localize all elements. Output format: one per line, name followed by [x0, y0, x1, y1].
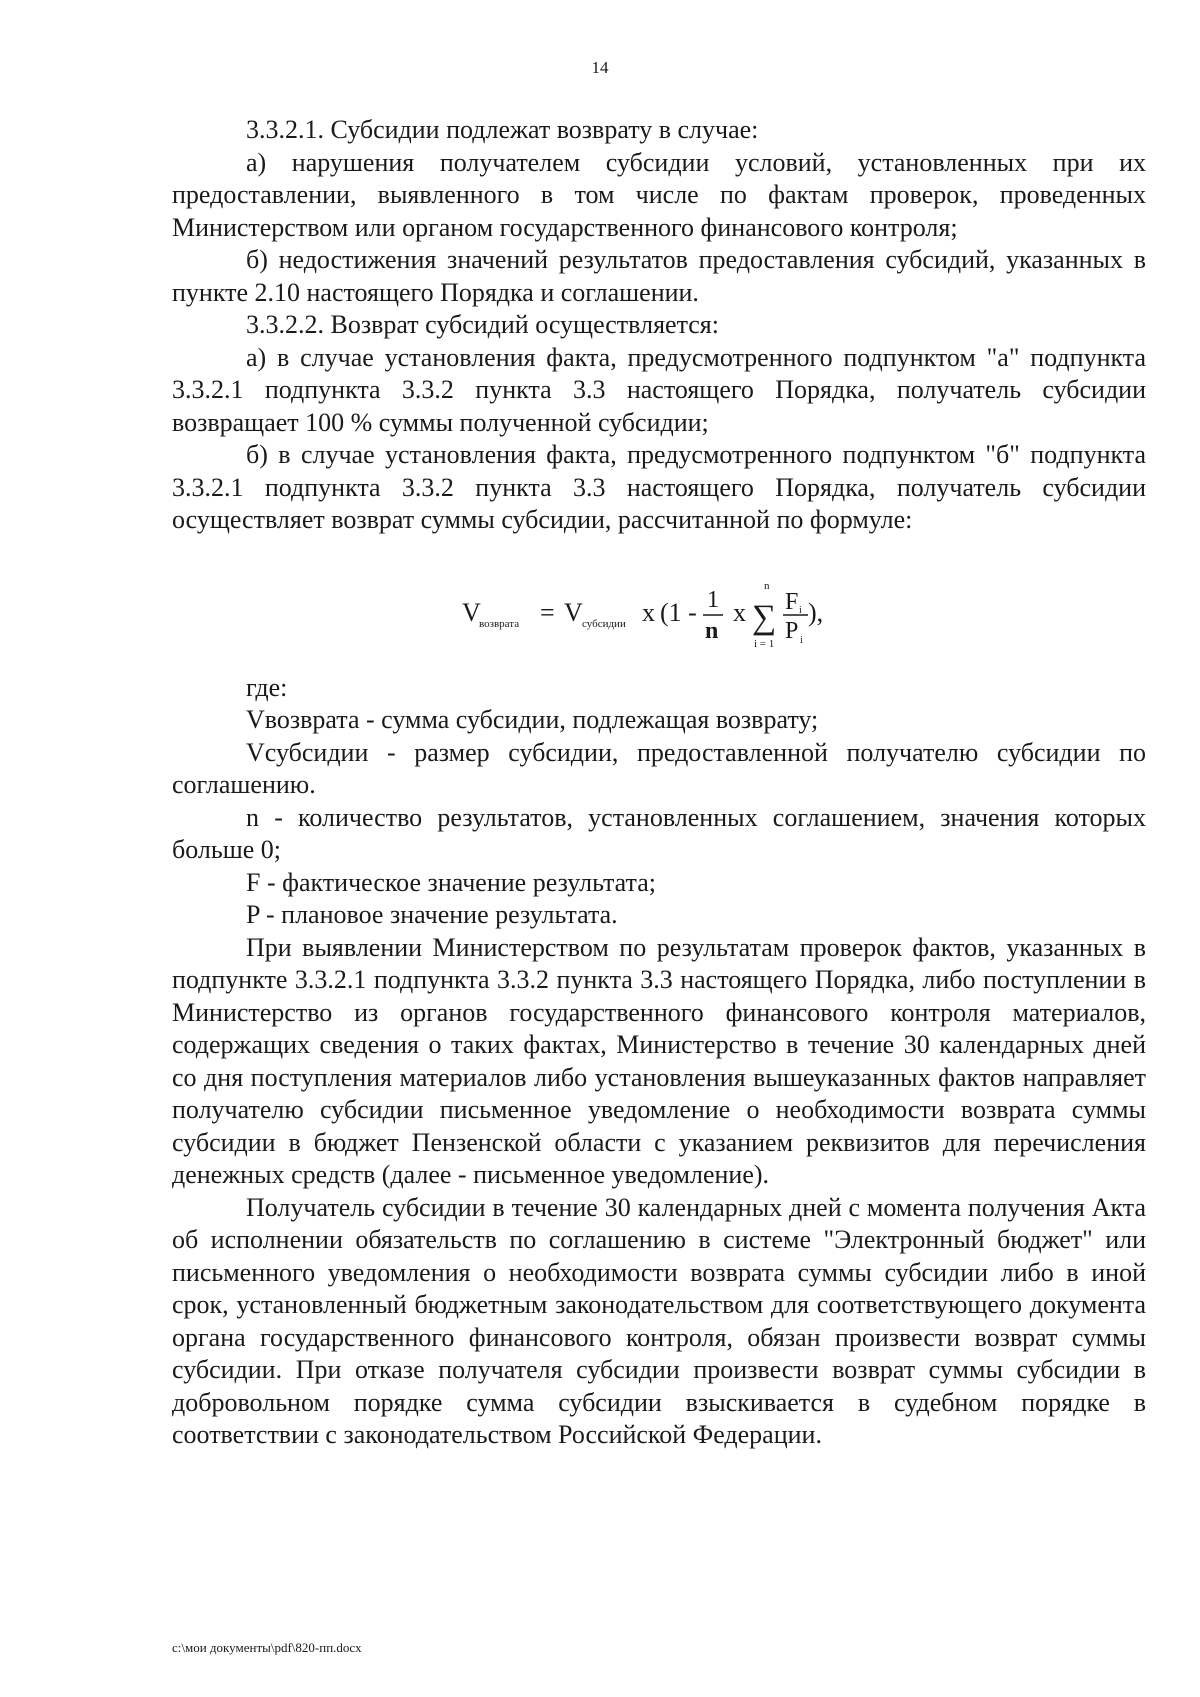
- paragraph-3-3-2-1: 3.3.2.1. Субсидии подлежат возврату в случае:: [246, 115, 759, 144]
- paragraph-b-not-achieved: б) недостижения значений результатов предоставления субсидий, указанных в пункте 2.10 настоящего Порядка и соглашении.: [172, 245, 1146, 307]
- formula-inner-num-sub: i: [799, 604, 802, 616]
- formula-inner-num: F: [785, 588, 799, 615]
- formula-rhs-var: V: [564, 597, 583, 627]
- formula-rhs-sub: субсидии: [582, 617, 626, 630]
- paragraph-b-formula-intro: б) в случае установления факта, предусмотренного подпунктом "б" подпункта 3.3.2.1 подпункта 3.3.2 пункта 3.3 настоящего Порядка, получатель субсидии осуществляет возврат суммы субсидии, рассчитанной по формуле:: [172, 440, 1146, 534]
- formula-lhs-sub: возврата: [479, 617, 520, 630]
- page-number: 14: [591, 58, 609, 77]
- document-body: [172, 114, 1146, 1452]
- formula-mult2: x: [733, 597, 746, 627]
- formula-frac-num: 1: [707, 586, 719, 613]
- formula-inner-den-sub: i: [800, 634, 803, 646]
- paragraph-ministry-detection: При выявлении Министерством по результатам проверок фактов, указанных в подпункте 3.3.2.1 подпункта 3.3.2 пункта 3.3 настоящего Порядка, либо поступлении в Министерство из органов государственного финансового контроля материалов, содержащих сведения о таких фактах, Министерство в течение 30 календарных дней со дня поступления материалов либо установления вышеуказанных фактов направляет получателю субсидии письменное уведомление о необходимости возврата суммы субсидии в бюджет Пензенской области с указанием реквизитов для перечисления денежных средств (далее - письменное уведомление).: [172, 932, 1146, 1189]
- footer-file-path: c:\мои документы\pdf\820-пп.docx: [172, 1640, 362, 1655]
- paragraph-def-p: P - плановое значение результата.: [246, 900, 618, 929]
- formula-open: (1 -: [660, 597, 697, 627]
- formula-inner-den: P: [785, 617, 799, 644]
- paragraph-3-3-2-2: 3.3.2.2. Возврат субсидий осуществляется:: [246, 310, 719, 339]
- paragraph-recipient-return: Получатель субсидии в течение 30 календарных дней с момента получения Акта об исполнении обязательств по соглашению в системе "Электронный бюджет" или письменного уведомления о необходимости возврата суммы субсидии либо в иной срок, установленный бюджетным законодательством для соответствующего документа органа государственного финансового контроля, обязан произвести возврат суммы субсидии. При отказе получателя субсидии произвести возврат суммы субсидии в добровольном порядке сумма субсидии взыскивается в судебном порядке в соответствии с законодательством Российской Федерации.: [172, 1192, 1146, 1449]
- paragraph-a-violation: а) нарушения получателем субсидии условий, установленных при их предоставлении, выявленного в том числе по фактам проверок, проведенных Министерством или органом государственного финансового контроля;: [172, 147, 1146, 242]
- paragraph-where: где:: [246, 672, 288, 702]
- formula-equals: =: [540, 597, 555, 627]
- paragraph-def-v-subsidy: Vсубсидии - размер субсидии, предоставленной получателю субсидии по соглашению.: [172, 737, 1146, 799]
- paragraph-def-f: F - фактическое значение результата;: [246, 867, 656, 897]
- paragraph-def-n: n - количество результатов, установленных соглашением, значения которых больше 0;: [172, 802, 1146, 864]
- formula-sum-bottom: i = 1: [754, 637, 775, 650]
- paragraph-def-v-return: Vвозврата - сумма субсидии, подлежащая возврату;: [246, 705, 819, 734]
- formula-sum-top: n: [764, 579, 770, 592]
- formula-lhs-var: V: [462, 597, 481, 627]
- formula-frac-den: n: [705, 617, 719, 644]
- formula-mult: x: [642, 597, 655, 627]
- formula-close: ),: [808, 597, 824, 627]
- formula-sum-sign: ∑: [752, 598, 777, 636]
- return-formula: [172, 537, 1146, 672]
- paragraph-a-return-100: а) в случае установления факта, предусмотренного подпунктом "а" подпункта 3.3.2.1 подпункта 3.3.2 пункта 3.3 настоящего Порядка, получатель субсидии возвращает 100 % суммы полученной субсидии;: [172, 342, 1146, 437]
